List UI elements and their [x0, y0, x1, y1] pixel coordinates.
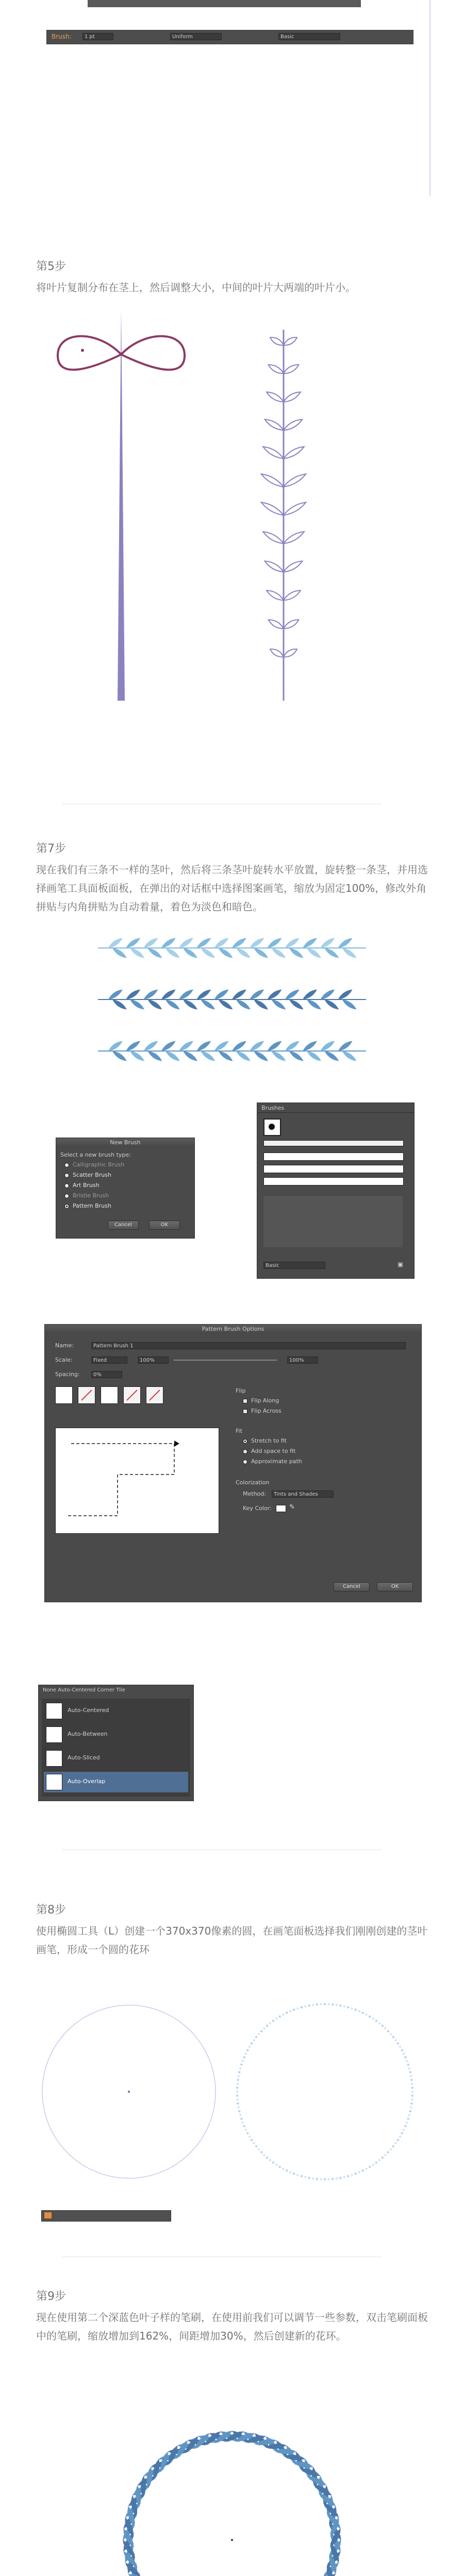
ring-dot [343, 2176, 345, 2178]
leaf-shape [260, 500, 285, 518]
ring-dot [369, 2015, 371, 2018]
step-7-title: 第7步 [36, 842, 66, 855]
step-8-text: 使用椭圆工具（L）创建一个370x370像素的圆，在画笔面板选择我们刚刚创建的茎叶画笔，形成一个圆的花环 [36, 1925, 428, 1956]
brush-label: Brush: [52, 33, 72, 40]
ring-dot [238, 2106, 240, 2108]
ring-dot [362, 2012, 364, 2014]
top-right-rule [429, 0, 430, 196]
leaf-shape [283, 363, 300, 376]
ring-dot [351, 2174, 353, 2176]
leaf-shape [263, 559, 285, 574]
inner-corner-tile[interactable] [101, 1386, 118, 1404]
ring-dot [365, 2013, 367, 2015]
pattern-dialog-title-1: Pattern Brush Options [45, 1325, 421, 1334]
ring-dot [296, 2007, 299, 2009]
brush-thumb-selected[interactable] [263, 1118, 281, 1136]
option-scatter[interactable]: Scatter Brush [73, 1172, 111, 1178]
flip-along-checkbox[interactable] [243, 1399, 247, 1403]
leaf-shape [283, 390, 302, 404]
option-pattern[interactable]: Pattern Brush [73, 1202, 111, 1209]
leaf-shape [266, 588, 285, 603]
ring-dot [358, 2010, 360, 2012]
ring-dot [239, 2114, 241, 2116]
ring-dot [263, 2027, 265, 2029]
tile-item-label: Auto-Overlap [68, 1778, 106, 1785]
colorization-label: Colorization [236, 1479, 270, 1486]
ring-dot [351, 2007, 353, 2009]
ring-dot [242, 2060, 244, 2062]
ring-dot [308, 2005, 310, 2007]
brushes-stroke-field[interactable]: Basic [263, 1262, 325, 1269]
ring-dot [390, 2033, 392, 2035]
ring-dot [301, 2175, 303, 2177]
fit-label: Fit [236, 1428, 242, 1434]
ring-dot [324, 2003, 326, 2005]
ring-dot [316, 2178, 318, 2180]
ring-dot [343, 2005, 345, 2007]
ring-dot [410, 2103, 412, 2105]
brush-stroke-swatch[interactable] [44, 2212, 52, 2218]
option-calligraphic[interactable]: Calligraphic Brush [73, 1161, 125, 1168]
ring-dot [387, 2030, 389, 2032]
step-9-title: 第9步 [36, 2290, 66, 2303]
ring-dot [255, 2036, 257, 2038]
ring-dot [255, 2145, 257, 2147]
ring-dot [365, 2168, 367, 2170]
ring-dot [275, 2164, 277, 2166]
step-9-text: 现在使用第二个深蓝色叶子样的笔刷，在使用前我们可以调节一些参数，双击笔刷面板中的笔刷，缩放增加到162%，间距增加30%，然后创建新的花环。 [36, 2311, 428, 2342]
tile-item-label: Auto-Between [68, 1731, 108, 1737]
garland-dark [98, 988, 366, 1011]
leaf-shape [283, 559, 304, 574]
spacing-field[interactable]: 0% [91, 1371, 122, 1378]
radio-scatter[interactable] [64, 1173, 69, 1178]
ring-dot [355, 2173, 357, 2175]
stroke-control-bar [41, 2210, 171, 2222]
step-5-illustration [36, 309, 428, 701]
ring-dot [248, 2136, 251, 2138]
ring-dot [251, 2042, 253, 2044]
option-bristle[interactable]: Bristle Brush [73, 1192, 109, 1199]
ring-dot [332, 2178, 334, 2180]
ring-dot [404, 2125, 406, 2127]
ring-dot [312, 2177, 314, 2179]
scale-value-field[interactable]: 100% [138, 1357, 169, 1364]
ring-dot [238, 2071, 240, 2073]
ring-dot [312, 2004, 314, 2006]
control-bar [88, 0, 361, 7]
ring-dot [304, 2176, 306, 2178]
step-8-title: 第8步 [36, 1904, 66, 1917]
ring-dot [347, 2175, 349, 2177]
radio-pattern[interactable] [64, 1204, 69, 1209]
ring-dot [372, 2018, 374, 2020]
ring-dot [246, 2049, 248, 2051]
ring-dot [332, 2003, 334, 2005]
ring-dot [293, 2173, 295, 2175]
leaf-shape [262, 530, 285, 546]
ring-dot [245, 2129, 247, 2131]
ring-dot [327, 2003, 329, 2005]
cancel-button[interactable]: Cancel [108, 1221, 139, 1230]
leaf-shape [269, 647, 285, 659]
ring-dot [258, 2033, 260, 2035]
leaf-shape [283, 647, 299, 659]
ring-dot [358, 2171, 360, 2173]
ring-dot [237, 2079, 239, 2081]
ring-dot [404, 2056, 406, 2058]
ring-dot [272, 2020, 274, 2022]
ring-dot [282, 2013, 284, 2015]
brushes-panel [257, 1103, 415, 1279]
scale-mode-dropdown[interactable]: Fixed [91, 1357, 127, 1364]
ring-dot [411, 2091, 413, 2093]
ring-dot [293, 2009, 295, 2011]
ring-dot [408, 2114, 410, 2116]
ring-dot [236, 2087, 238, 2089]
ring-dot [296, 2174, 299, 2176]
ring-dot [263, 2154, 265, 2156]
ring-dot [382, 2025, 384, 2027]
ring-dot [243, 2056, 245, 2058]
ring-dot [308, 2177, 310, 2179]
tile-item-auto-overlap[interactable] [44, 1772, 188, 1792]
scale-max-field[interactable]: 100% [287, 1357, 318, 1364]
flip-along-label: Flip Along [251, 1397, 279, 1404]
tile-item-label: Auto-Sliced [68, 1754, 100, 1761]
stretch-label: Stretch to fit [251, 1437, 287, 1444]
radio-art[interactable] [64, 1183, 69, 1188]
ring-dot [236, 2094, 238, 2096]
leaf-shape [283, 417, 304, 433]
name-label: Name: [55, 1342, 74, 1349]
cancel-button[interactable]: Cancel [334, 1582, 370, 1591]
ring-dot [289, 2010, 291, 2012]
ring-dot [408, 2067, 410, 2070]
flip-across-checkbox[interactable] [243, 1409, 247, 1414]
ring-dot [369, 2166, 371, 2168]
leaf-shape [283, 335, 299, 348]
ring-dot [397, 2139, 399, 2141]
key-color-label: Key Color: [243, 1505, 272, 1512]
ring-dot [401, 2049, 403, 2051]
new-brush-dialog [56, 1138, 195, 1239]
leaf-shape [269, 335, 285, 348]
ring-dot [390, 2148, 392, 2150]
outer-corner-tile[interactable] [78, 1386, 95, 1404]
ring-dot [286, 2170, 288, 2172]
ring-dot [258, 2148, 260, 2150]
new-brush-prompt: Select a new brush type: [60, 1151, 131, 1158]
ok-button[interactable]: OK [377, 1582, 413, 1591]
ring-dot [301, 2006, 303, 2008]
leaf-shape [260, 472, 285, 489]
ring-dot [243, 2125, 245, 2127]
ring-dot [279, 2015, 281, 2018]
brushes-panel-title: Brushes [261, 1105, 285, 1111]
ring-dot [382, 2157, 384, 2159]
trash-icon[interactable]: ▣ [397, 1261, 404, 1268]
ring-dot [320, 2178, 322, 2180]
ring-dot [399, 2136, 401, 2138]
ring-dot [407, 2117, 409, 2120]
ring-dot [397, 2042, 399, 2044]
ring-dot [410, 2106, 412, 2108]
ring-dot [378, 2022, 380, 2024]
ring-dot [410, 2075, 412, 2077]
ring-dot [336, 2004, 338, 2006]
ring-dot [260, 2030, 262, 2032]
spacing-label: Spacing: [55, 1371, 80, 1378]
ring-dot [327, 2178, 329, 2180]
approx-path-label: Approximate path [251, 1458, 302, 1465]
key-color-swatch[interactable] [276, 1505, 286, 1512]
new-brush-title: New Brush [56, 1138, 194, 1147]
tile-dropdown-header: None Auto-Centered Corner Tile [43, 1687, 125, 1693]
ring-dot [411, 2083, 413, 2085]
ring-dot [260, 2151, 262, 2153]
ring-dot [410, 2079, 412, 2081]
add-space-label: Add space to fit [251, 1448, 296, 1454]
ring-dot [246, 2132, 248, 2134]
horizontal-garlands [88, 922, 376, 1072]
ring-dot [407, 2063, 409, 2065]
ring-dot [289, 2171, 291, 2173]
ok-button[interactable]: OK [149, 1221, 180, 1230]
ring-dot [282, 2168, 284, 2170]
circle-outlines [36, 1994, 428, 2195]
leaf-shape [267, 618, 285, 631]
start-tile[interactable] [123, 1386, 141, 1404]
tile-item-auto-between[interactable] [44, 1724, 188, 1745]
leaf-shape [263, 417, 285, 433]
option-art[interactable]: Art Brush [73, 1182, 100, 1189]
ring-dot [238, 2110, 240, 2112]
ring-dot [269, 2159, 271, 2161]
ring-dot [245, 2053, 247, 2055]
brush-pattern-row[interactable] [263, 1153, 404, 1161]
ring-dot [251, 2139, 253, 2141]
tile-preview [55, 1428, 219, 1534]
step-7-text: 现在我们有三条不一样的茎叶，然后将三条茎叶旋转水平放置，旋转整一条茎，并用选择画笔工具面板面板，在弹出的对话框中选择图案画笔，缩放为固定100%，修改外角拼贴与内角拼贴为自动着量，着色为淡色和暗色。 [36, 863, 428, 913]
wreath-step-9 [72, 2380, 392, 2576]
ring-dot [324, 2178, 326, 2180]
add-space-radio[interactable] [243, 1449, 247, 1454]
ring-dot [242, 2122, 244, 2124]
ring-dot [401, 2132, 403, 2134]
ring-dot [275, 2018, 277, 2020]
ring-dot [355, 2009, 357, 2011]
scale-label: Scale: [55, 1357, 73, 1363]
ring-dot [375, 2020, 377, 2022]
eyedropper-icon[interactable]: ✎ [289, 1503, 295, 1511]
ring-dot [304, 2005, 306, 2007]
leaf-shape [283, 530, 306, 546]
ring-dot [409, 2071, 411, 2073]
flip-label: Flip [236, 1387, 246, 1394]
wreath-leaves [121, 2429, 343, 2576]
tile-item-auto-sliced[interactable] [44, 1748, 188, 1769]
ring-dot [399, 2046, 401, 2048]
ring-dot [394, 2142, 396, 2144]
ring-dot [406, 2122, 408, 2124]
ring-dot [239, 2067, 241, 2070]
ring-dot [240, 2063, 242, 2065]
ring-dot [372, 2164, 374, 2166]
ring-dot [253, 2142, 255, 2144]
side-tile[interactable] [55, 1386, 73, 1404]
step-5-text: 将叶片复制分布在茎上，然后调整大小，中间的叶片大两端的叶片小。 [36, 281, 356, 294]
leaf-shape [283, 472, 307, 489]
ring-dot [266, 2025, 268, 2027]
dotted-ring [236, 2003, 413, 2180]
ring-dot [339, 2177, 341, 2179]
ring-dot [392, 2036, 394, 2038]
stretch-radio[interactable] [243, 1439, 247, 1444]
ring-dot [272, 2161, 274, 2163]
flip-across-label: Flip Across [251, 1408, 281, 1414]
leaf-shape [283, 500, 307, 518]
ring-dot [336, 2177, 338, 2179]
ring-dot [392, 2145, 394, 2147]
ring-dot [411, 2094, 413, 2096]
ring-dot [375, 2161, 377, 2163]
ring-dot [411, 2098, 413, 2100]
tile-dropdown-popup [38, 1685, 194, 1801]
ring-dot [238, 2075, 240, 2077]
profile-dropdown[interactable]: Uniform [170, 33, 222, 40]
method-label: Method: [243, 1490, 266, 1497]
ring-dot [266, 2157, 268, 2159]
stroke-weight-field[interactable]: 1 pt [82, 33, 113, 40]
garland-light [98, 936, 366, 960]
ring-dot [236, 2091, 238, 2093]
pattern-brush-options-1 [44, 1324, 422, 1602]
ring-dot [253, 2039, 255, 2041]
ring-dot [248, 2046, 251, 2048]
leaf-shape [283, 588, 302, 603]
approx-path-radio[interactable] [243, 1460, 247, 1464]
ring-dot [237, 2103, 239, 2105]
ring-dot [339, 2005, 341, 2007]
ring-dot [406, 2060, 408, 2062]
ring-dot [403, 2129, 405, 2131]
ring-dot [236, 2098, 238, 2100]
ring-dot [409, 2110, 411, 2112]
ring-dot [236, 2083, 238, 2085]
step-5-title: 第5步 [36, 260, 66, 273]
ring-dot [384, 2154, 386, 2156]
ring-dot [269, 2022, 271, 2024]
ring-dot [362, 2170, 364, 2172]
ring-dot [411, 2087, 413, 2089]
leaf-shape [262, 445, 285, 461]
style-dropdown[interactable]: Basic [278, 33, 340, 40]
ring-dot [394, 2039, 396, 2041]
leaf-stem-sketch [260, 330, 307, 701]
ring-dot [240, 2117, 242, 2120]
ring-dot [320, 2003, 322, 2005]
end-tile[interactable] [146, 1386, 163, 1404]
leaf-shape [283, 445, 306, 461]
ring-dot [387, 2151, 389, 2153]
ring-dot [279, 2166, 281, 2168]
leaf-shape [283, 618, 300, 631]
ring-dot [378, 2159, 380, 2161]
name-input[interactable]: Pattern Brush 1 [91, 1342, 406, 1349]
ring-dot [384, 2027, 386, 2029]
ring-dot [316, 2003, 318, 2005]
ring-dot [403, 2053, 405, 2055]
leaf-shape [267, 363, 285, 376]
method-dropdown[interactable]: Tints and Shades [272, 1490, 334, 1498]
tile-item-label: Auto-Centered [68, 1707, 109, 1714]
tile-item-auto-centered[interactable] [44, 1701, 188, 1721]
radio-bristle[interactable] [64, 1194, 69, 1198]
ring-dot [286, 2012, 288, 2014]
garland-mixed [98, 1039, 366, 1063]
leaf-shape [266, 390, 285, 404]
radio-calligraphic[interactable] [64, 1163, 69, 1167]
ring-dot [347, 2006, 349, 2008]
